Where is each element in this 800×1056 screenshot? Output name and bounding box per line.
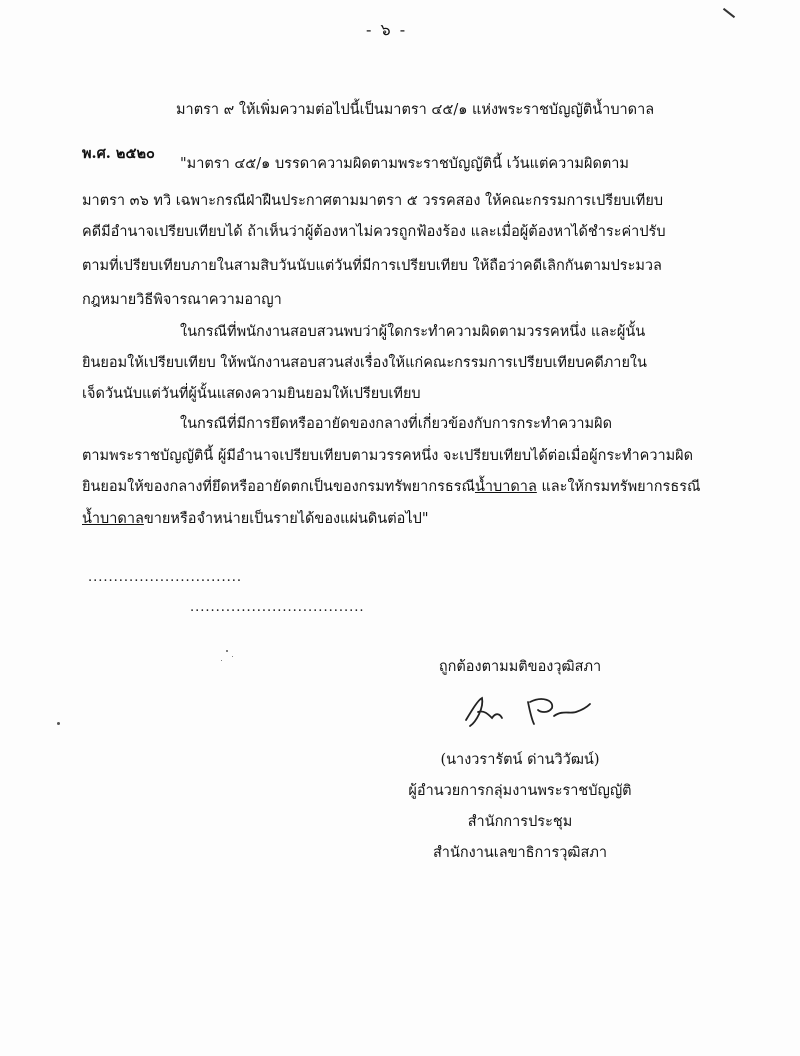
certify-text: ถูกต้องตามมติของวุฒิสภา [438,659,602,675]
section-heading-line: มาตรา ๙ ให้เพิ่มความต่อไปนี้เป็นมาตรา ๔๕/๑ แห่งพระราชบัญญัติน้ำบาดาล [176,102,655,118]
handwritten-signature [458,690,598,732]
signer-agency: สำนักงานเลขาธิการวุฒิสภา [432,845,608,861]
dotted-line-2: .................................. [190,600,365,615]
para1-line3: คดีมีอำนาจเปรียบเทียบได้ ถ้าเห็นว่าผู้ต้องหาไม่ควรถูกฟ้องร้อง และเมื่อผู้ต้องหาได้ชำระค่าปรับ [82,224,666,240]
dotted-line-1: .............................. [88,570,242,585]
para2-line3: เจ็ดวันนับแต่วันที่ผู้นั้นแสดงความยินยอมให้เปรียบเทียบ [82,386,421,402]
para3-line2: ตามพระราชบัญญัตินี้ ผู้มีอำนาจเปรียบเทียบตามวรรคหนึ่ง จะเปรียบเทียบได้ต่อเมื่อผู้กระทำความผิด [82,448,694,464]
scan-speck [221,660,222,661]
para3-line3-text: ยินยอมให้ของกลางที่ยึดหรืออายัดตกเป็นของกรมทรัพยากรธรณี [82,479,475,495]
para1-line4: ตามที่เปรียบเทียบภายในสามสิบวันนับแต่วันที่มีการเปรียบเทียบ ให้ถือว่าคดีเลิกกันตามประมวล [82,258,662,274]
underlined-groundwater-2: น้ำบาดาล [82,511,144,527]
para3-line3 [82,477,700,497]
section-quote-start: "มาตรา ๔๕/๑ บรรดาความผิดตามพระราชบัญญัตินี้ เว้นแต่ความผิดตาม [180,156,629,172]
year-label: พ.ศ. ๒๕๒๐ [82,145,155,162]
para2-line2: ยินยอมให้เปรียบเทียบ ให้พนักงานสอบสวนส่งเรื่องให้แก่คณะกรรมการเปรียบเทียบคดีภายใน [82,355,647,371]
scan-mark [723,8,735,18]
scan-speck [232,656,233,657]
para1-line2: มาตรา ๓๖ ทวิ เฉพาะกรณีฝ่าฝืนประกาศตามมาตรา ๕ วรรคสอง ให้คณะกรรมการเปรียบเทียบ [82,193,664,209]
year-line [82,144,155,164]
para2-line1: ในกรณีที่พนักงานสอบสวนพบว่าผู้ใดกระทำความผิดตามวรรคหนึ่ง และผู้นั้น [180,324,646,340]
signer-name: (นางวรารัตน์ ด่านวิวัฒน์) [440,752,600,768]
para1-line5: กฎหมายวิธีพิจารณาความอาญา [82,292,282,308]
signer-position: ผู้อำนวยการกลุ่มงานพระราชบัญญัติ [408,783,632,799]
scan-speck [57,722,60,725]
scan-speck [226,650,228,652]
page-number: - ๖ - [366,20,408,39]
para3-line1: ในกรณีที่มีการยึดหรืออายัดของกลางที่เกี่ยวข้องกับการกระทำความผิด [180,416,612,432]
para3-line3-tail: และให้กรมทรัพยากรธรณี [536,479,701,495]
para3-line4 [82,509,429,529]
underlined-groundwater: น้ำบาดาล [474,479,537,495]
para3-line4-text: ขายหรือจำหน่ายเป็นรายได้ของแผ่นดินต่อไป" [143,511,429,527]
signer-office: สำนักการประชุม [467,814,573,830]
